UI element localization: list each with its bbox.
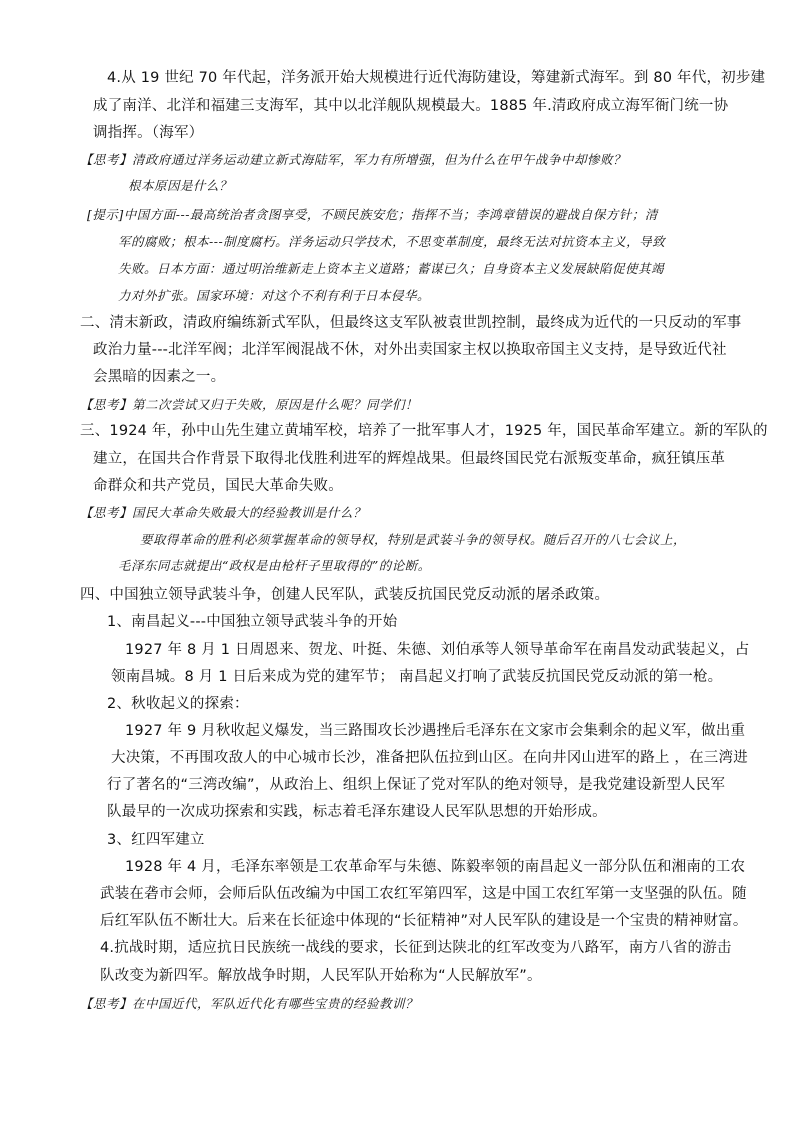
subsection-2-line-1: 1927 年 9 月秋收起义爆发，当三路围攻长沙遇挫后毛泽东在文家市会集剩余的起义军，做出重 <box>125 723 746 739</box>
section-4-heading: 四、中国独立领导武装斗争，创建人民军队，武装反抗国民党反动派的屠杀政策。 <box>80 587 610 603</box>
subsection-1-line-1: 1927 年 8 月 1 日周恩来、贺龙、叶挺、朱德、刘伯承等人领导革命军在南昌发动武装起义，占 <box>125 642 750 658</box>
paragraph-wartime-line-2: 队改变为新四军。解放战争时期，人民军队开始称为“人民解放军”。 <box>100 968 542 984</box>
section-2-line-2: 政治力量---北洋军阀；北洋军阀混战不休，对外出卖国家主权以换取帝国主义支持，是导致近代社 <box>93 342 727 358</box>
hint-line-4: 力对外扩张。国家环境：对这个不利有利于日本侵华。 <box>118 288 431 303</box>
subsection-3-line-3: 后红军队伍不断壮大。后来在长征途中体现的“长征精神”对人民军队的建设是一个宝贵的精神财富。 <box>100 913 748 929</box>
section-2-line-3: 会黑暗的因素之一。 <box>93 369 226 385</box>
paragraph-wartime-line-1: 4.抗战时期，适应抗日民族统一战线的要求，长征到达陕北的红军改变为八路军，南方八省的游击 <box>100 940 732 956</box>
answer-line-2: 毛泽东同志就提出“政权是由枪杆子里取得的”的论断。 <box>118 558 431 573</box>
section-2-line-1: 二、清末新政，清政府编练新式军队，但最终这支军队被袁世凯控制，最终成为近代的一只反动的军事 <box>80 315 742 331</box>
subsection-2-line-3: 行了著名的“三湾改编”，从政治上、组织上保证了党对军队的绝对领导，是我党建设新型人民军 <box>107 777 726 793</box>
hint-line-3: 失败。日本方面：通过明治维新走上资本主义道路；蓄谋已久；自身资本主义发展缺陷促使其竭 <box>118 261 665 276</box>
subsection-1-heading: 1、南昌起义---中国独立领导武装斗争的开始 <box>107 614 398 630</box>
think-question-3: 【思考】国民大革命失败最大的经验教训是什么？ <box>80 505 367 520</box>
think-question-2: 【思考】第二次尝试又归于失败，原因是什么呢？同学们！ <box>80 397 419 412</box>
section-3-line-3: 命群众和共产党员，国民大革命失败。 <box>93 478 343 494</box>
subsection-3-line-1: 1928 年 4 月，毛泽东率领是工农革命军与朱德、陈毅率领的南昌起义一部分队伍和湘南的工农 <box>125 859 746 875</box>
think-question-4: 【思考】在中国近代，军队近代化有哪些宝贵的经验教训？ <box>80 996 419 1011</box>
section-3-line-2: 建立，在国共合作背景下取得北伐胜利进军的辉煌战果。但最终国民党右派叛变革命，疯狂镇压革 <box>93 451 726 467</box>
hint-line-1: [提示]中国方面---最高统治者贪图享受，不顾民族安危；指挥不当；李鸿章错误的避战自保方针；清 <box>87 207 658 222</box>
think-question-1-cont: 根本原因是什么？ <box>128 178 233 193</box>
subsection-2-line-4: 队最早的一次成功探索和实践，标志着毛泽东建设人民军队思想的开始形成。 <box>107 804 607 820</box>
hint-line-2: 军的腐败；根本---制度腐朽。洋务运动只学技术，不思变革制度，最终无法对抗资本主义，导致 <box>118 234 666 249</box>
subsection-3-line-2: 武装在砻市会师，会师后队伍改编为中国工农红军第四军，这是中国工农红军第一支坚强的队伍。随 <box>100 886 747 902</box>
paragraph-1-line-1: 4.从 19 世纪 70 年代起，洋务派开始大规模进行近代海防建设，筹建新式海军。到 80 年代，初步建 <box>107 70 766 86</box>
subsection-2-line-2: 大决策，不再围攻敌人的中心城市长沙，准备把队伍拉到山区。在向井冈山进军的路上 ，在三湾进 <box>111 750 748 766</box>
answer-line-1: 要取得革命的胜利必须掌握革命的领导权，特别是武装斗争的领导权。随后召开的八七会议上， <box>140 532 687 547</box>
paragraph-1-line-2: 成了南洋、北洋和福建三支海军，其中以北洋舰队规模最大。1885 年.清政府成立海军衙门统一协 <box>93 98 729 114</box>
subsection-1-line-2: 领南昌城。8 月 1 日后来成为党的建军节； 南昌起义打响了武装反抗国民党反动派的第一枪。 <box>111 669 723 685</box>
subsection-3-heading: 3、红四军建立 <box>107 832 205 848</box>
section-3-line-1: 三、1924 年，孙中山先生建立黄埔军校，培养了一批军事人才，1925 年，国民革命军建立。新的军队的 <box>80 423 768 439</box>
paragraph-1-line-3: 调指挥。（海军） <box>93 125 204 141</box>
think-question-1: 【思考】清政府通过洋务运动建立新式海陆军，军力有所增强，但为什么在甲午战争中却惨败？ <box>80 152 627 167</box>
subsection-2-heading: 2、秋收起义的探索： <box>107 696 249 712</box>
